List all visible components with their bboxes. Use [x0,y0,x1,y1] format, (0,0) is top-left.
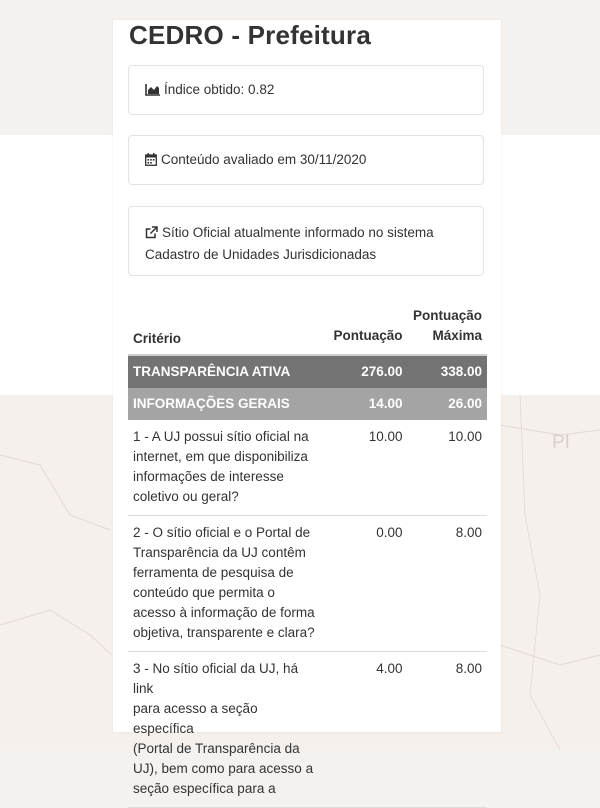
section-max: 26.00 [408,388,488,420]
header-pontuacao-maxima-line1: Pontuação [412,308,482,323]
table-row [128,516,487,652]
criterion-line: objetiva, transparente e clara? [133,625,315,640]
criterion-score: 10.00 [328,420,408,516]
evaluated-text: Conteúdo avaliado em 30/11/2020 [161,152,367,167]
criterion-max: 10.00 [408,420,488,516]
criterion-line: conteúdo que permita o [133,585,275,600]
criterion-max: 8.00 [408,652,488,808]
index-card [128,65,484,115]
criterion-line: para acesso a seção específica [133,701,258,736]
section-score: 14.00 [328,388,408,420]
criterion-line: coletivo ou geral? [133,489,239,504]
header-pontuacao-maxima-line2: Máxima [432,328,482,343]
area-chart-icon [145,68,160,116]
evaluated-card [128,135,484,185]
criterion-line: Transparência da UJ contêm [133,545,306,560]
section-score: 276.00 [328,355,408,388]
criterion-line: acesso à informação de forma [133,605,315,620]
official-site-line-1[interactable] [145,223,483,245]
section-row-transparencia-ativa [128,355,487,388]
entity-panel [113,20,501,796]
criterion-line: internet, em que disponibiliza [133,449,308,464]
table-row [128,420,487,516]
official-site-card[interactable] [128,206,484,276]
map-region-label: PI [552,432,570,453]
criteria-table [128,302,487,808]
criterion-text [128,652,328,808]
index-text: Índice obtido: 0.82 [164,82,275,97]
section-label: INFORMAÇÕES GERAIS [128,388,328,420]
table-row [128,652,487,808]
criterion-line: UJ), bem como para acesso a [133,761,314,776]
criterion-line: informações de interesse [133,469,284,484]
header-criterio: Critério [128,302,328,355]
section-max: 338.00 [408,355,488,388]
external-link-icon [145,225,158,245]
section-row-informacoes-gerais [128,388,487,420]
criterion-max: 8.00 [408,516,488,652]
criteria-header-row [128,302,487,355]
page-title: CEDRO - Prefeitura [129,20,371,50]
official-site-line-2: Cadastro de Unidades Jurisdicionadas [145,247,377,262]
criterion-line: (Portal de Transparência da [133,741,300,756]
criterion-score: 0.00 [328,516,408,652]
criterion-text [128,516,328,652]
criterion-line: 2 - O sítio oficial e o Portal de [133,525,311,540]
criterion-score: 4.00 [328,652,408,808]
header-pontuacao: Pontuação [328,302,408,355]
criterion-line: 1 - A UJ possui sítio oficial na [133,429,309,444]
header-pontuacao-maxima [408,302,488,355]
criterion-text [128,420,328,516]
calendar-icon [145,138,157,186]
section-label: TRANSPARÊNCIA ATIVA [128,355,328,388]
criterion-line: ferramenta de pesquisa de [133,565,294,580]
criterion-line: seção específica para a [133,781,276,796]
criterion-line: 3 - No sítio oficial da UJ, há link [133,661,299,696]
official-site-link[interactable]: Sítio Oficial atualmente informado no sistema [162,225,434,240]
